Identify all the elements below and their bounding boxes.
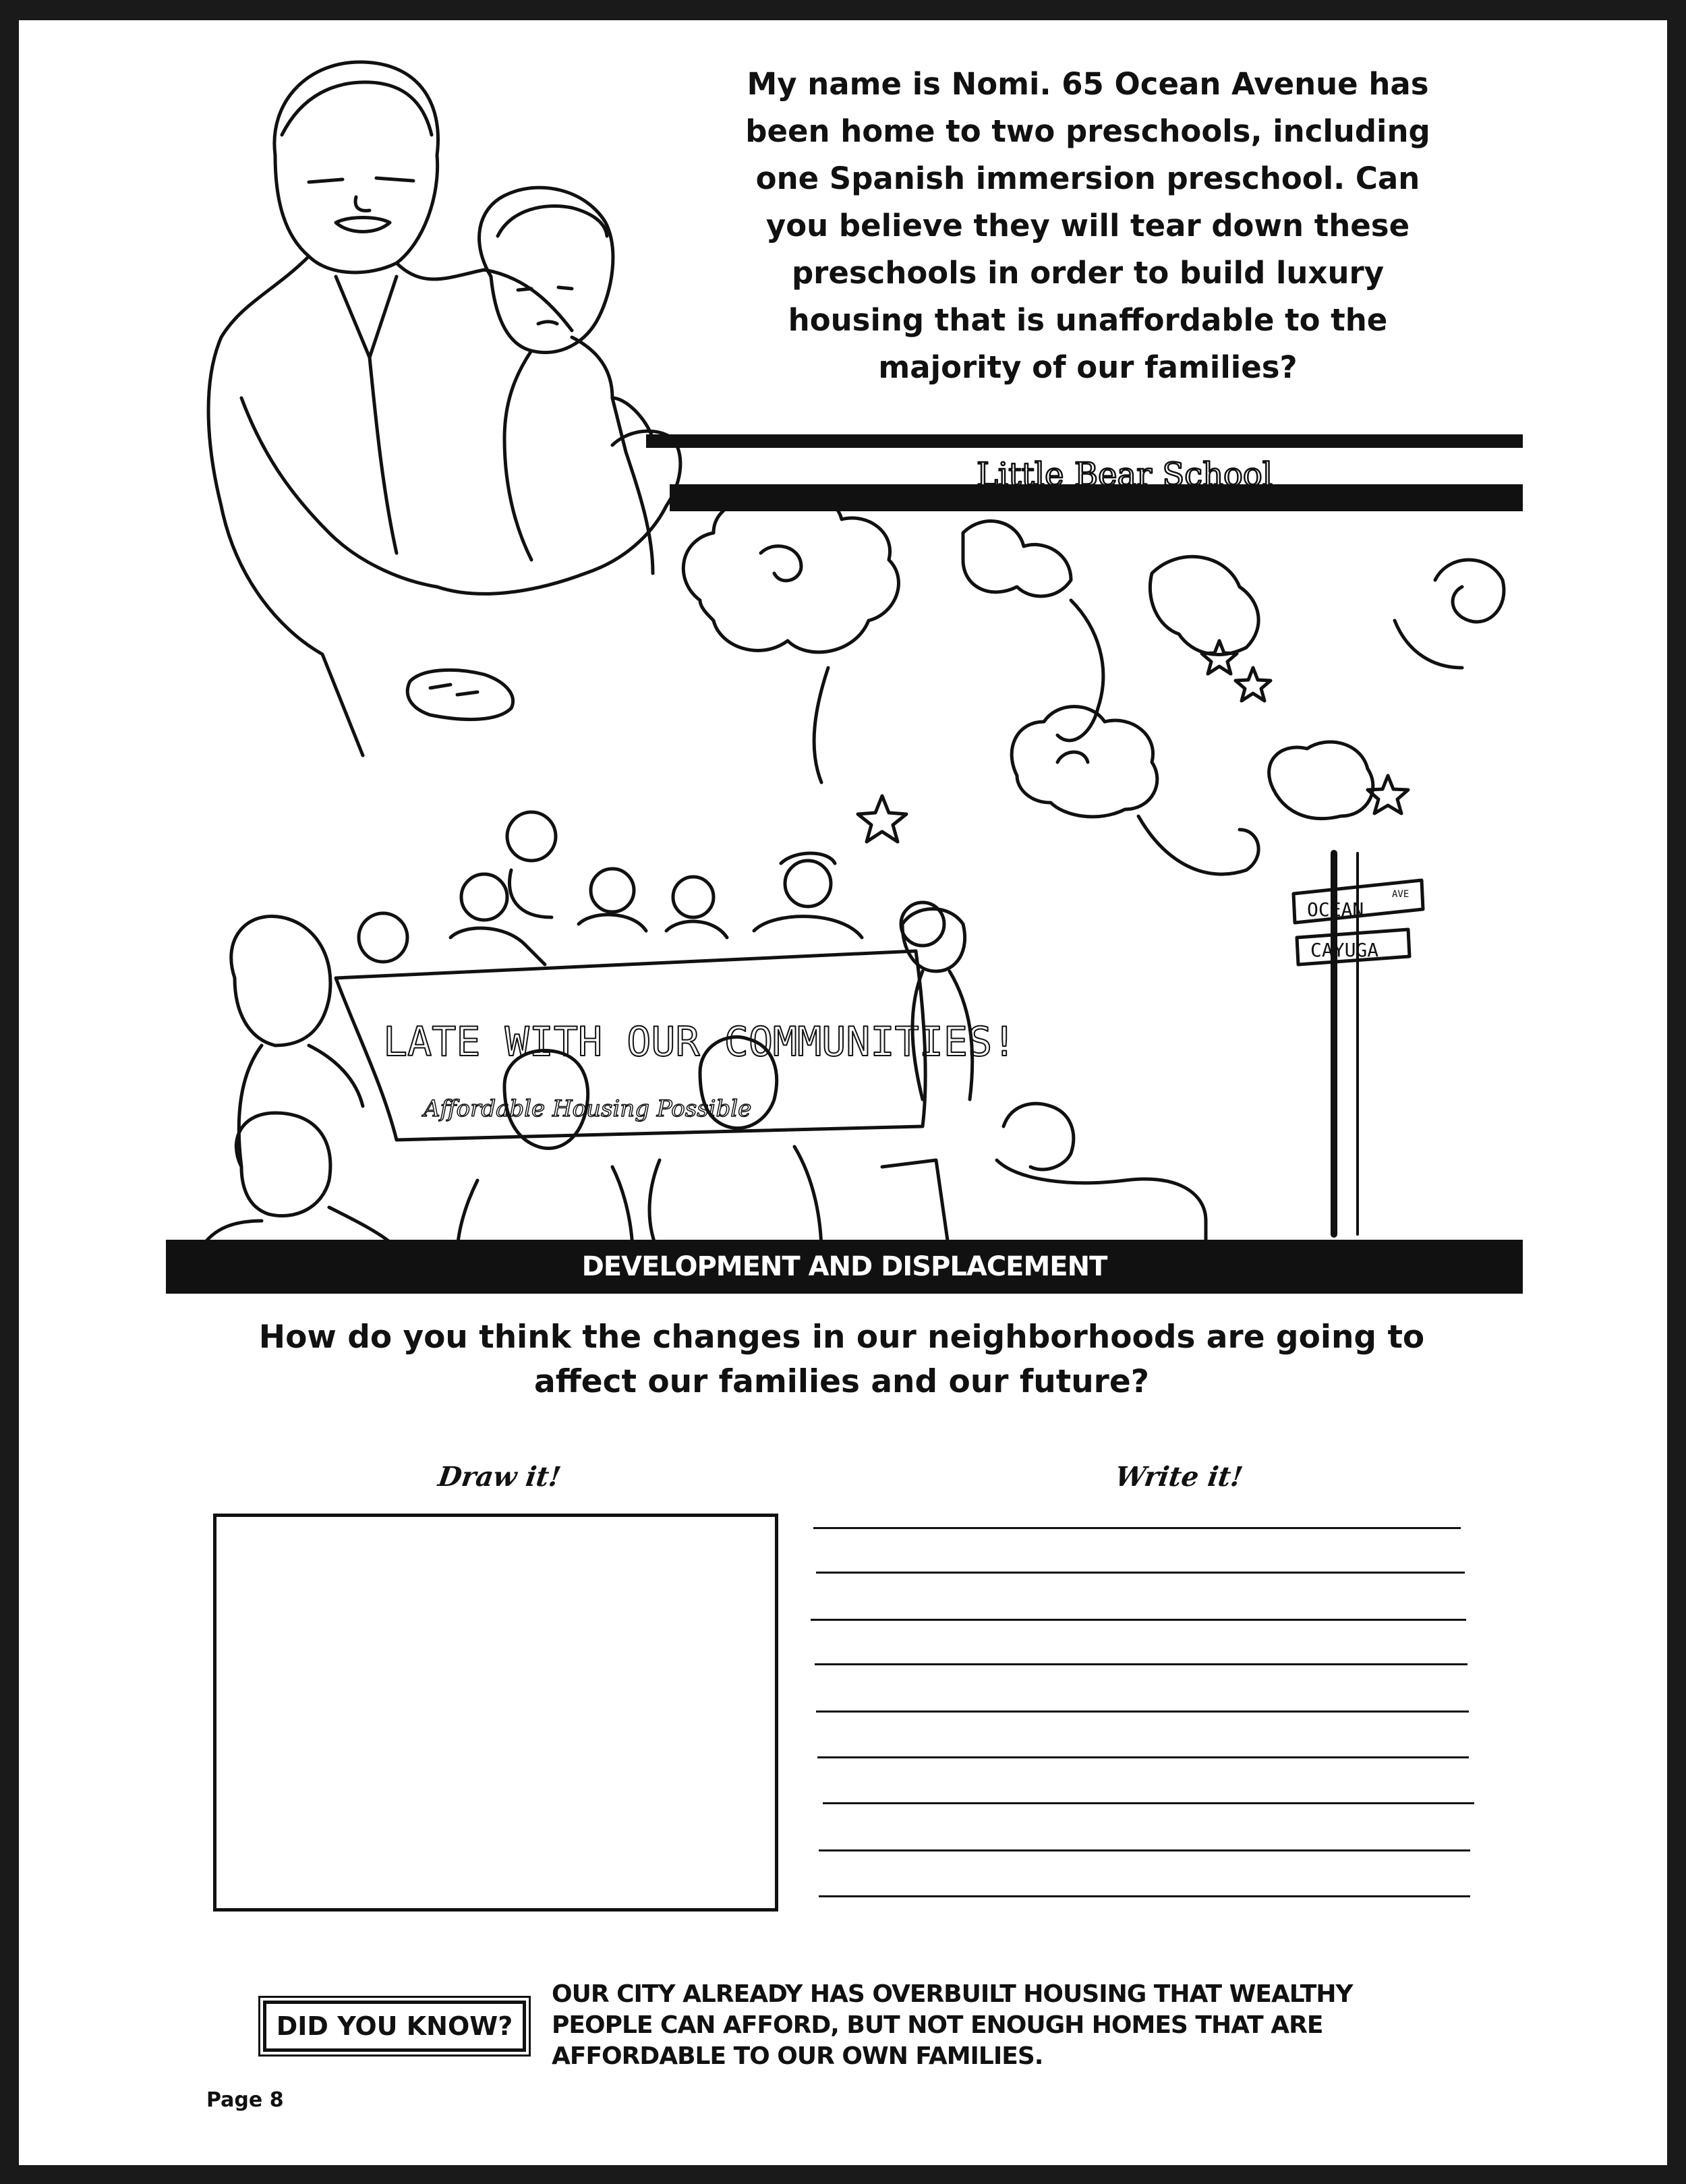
school-sign-text: Little Bear School xyxy=(977,456,1273,494)
writing-line[interactable] xyxy=(815,1663,1467,1665)
section-banner: DEVELOPMENT AND DISPLACEMENT xyxy=(166,1240,1523,1294)
street-sign-top-suffix: AVE xyxy=(1392,889,1409,900)
illustration xyxy=(19,20,1667,1302)
writing-line[interactable] xyxy=(819,1849,1470,1851)
draw-label: Draw it! xyxy=(436,1461,563,1493)
protest-banner-subtext: Affordable Housing Possible xyxy=(424,1095,752,1122)
fact-text: OUR CITY ALREADY HAS OVERBUILT HOUSING THAT WEALTHY PEOPLE CAN AFFORD, BUT NOT ENOUGH HOMES THAT ARE AFFORDABLE TO OUR OWN FAMILIES. xyxy=(552,1980,1353,2070)
write-label: Write it! xyxy=(1113,1461,1245,1493)
protest-banner-text: LATE WITH OUR COMMUNITIES! xyxy=(383,1018,1017,1066)
intro-text: My name is Nomi. 65 Ocean Avenue has been home to two preschools, including one Spanish immersion preschool. Can you believe they will tear down these preschools in order to build luxury housing that is unaffordable to the majority of our families? xyxy=(745,66,1430,385)
father-and-child-drawing xyxy=(208,62,680,755)
street-sign-drawing xyxy=(1293,853,1423,1234)
reflection-question: How do you think the changes in our neighborhoods are going to affect our families and our future? xyxy=(258,1319,1425,1400)
writing-line[interactable] xyxy=(817,1756,1469,1758)
writing-line[interactable] xyxy=(811,1619,1466,1621)
street-sign-bottom-text: CAYUGA xyxy=(1310,939,1379,961)
protesters-drawing xyxy=(181,812,1213,1255)
writing-line[interactable] xyxy=(816,1711,1469,1713)
page-number: Page 8 xyxy=(206,2088,284,2112)
coloring-book-page xyxy=(19,20,1667,2165)
school-building-drawing xyxy=(646,434,1523,511)
writing-line[interactable] xyxy=(813,1527,1461,1529)
writing-line[interactable] xyxy=(823,1802,1474,1804)
writing-line[interactable] xyxy=(816,1572,1465,1574)
drawing-area[interactable] xyxy=(213,1514,778,1912)
clouds-and-stars-drawing xyxy=(683,494,1504,875)
street-sign-top-text: OCEAN xyxy=(1307,898,1364,921)
writing-line[interactable] xyxy=(819,1895,1470,1897)
did-you-know-box: DID YOU KNOW? xyxy=(263,2001,526,2052)
